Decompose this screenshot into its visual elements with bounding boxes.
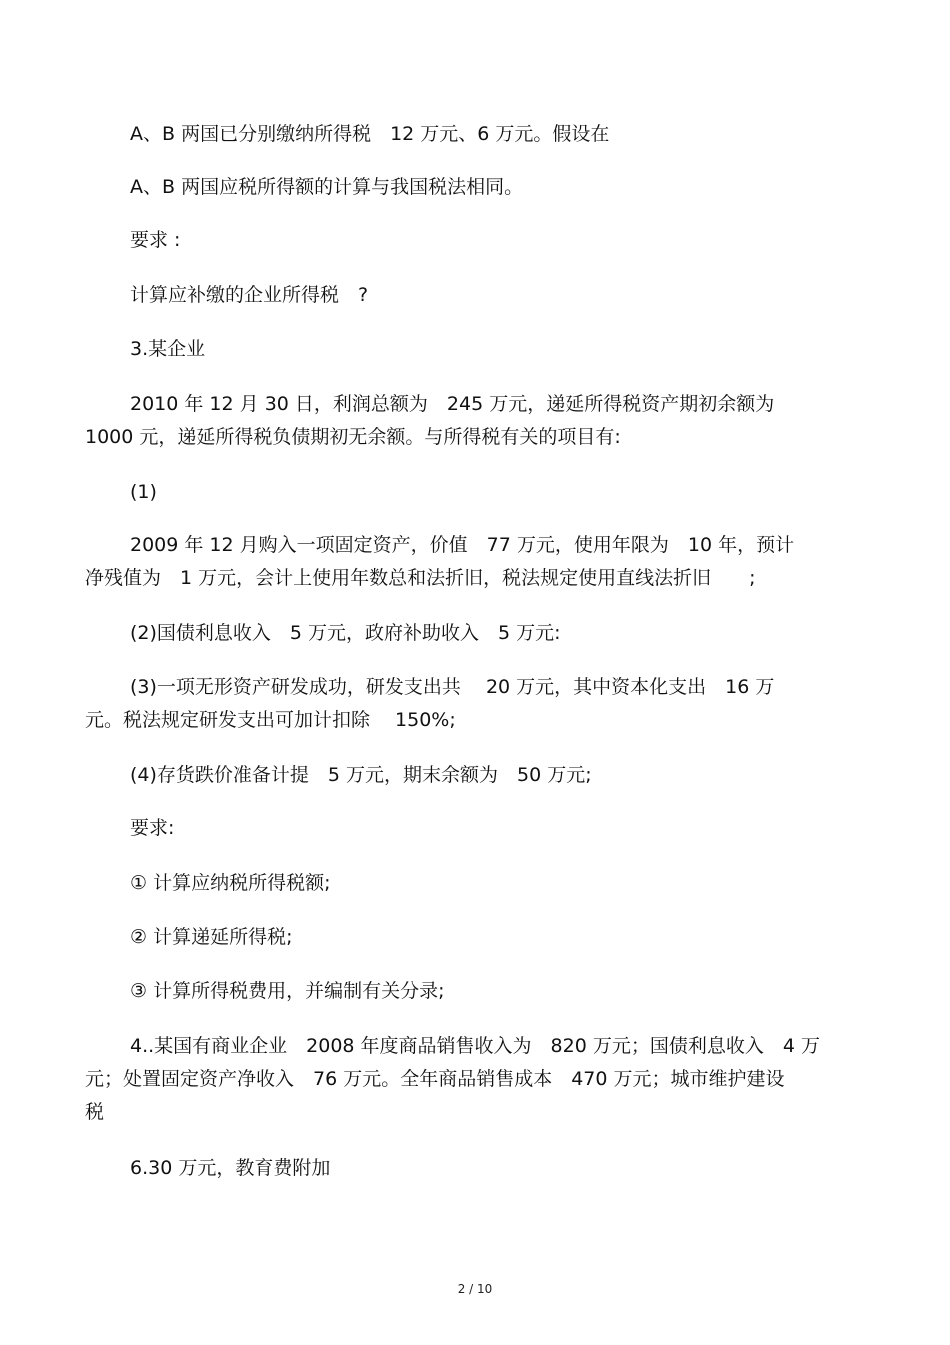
text-line: 计算应补缴的企业所得税 ?	[130, 284, 369, 306]
paragraph-item-1-fixed-asset	[85, 529, 865, 595]
paragraph-requirement-label	[85, 224, 865, 257]
paragraph-problem-3-intro	[85, 388, 865, 454]
text-line: 3.某企业	[130, 338, 206, 360]
paragraph-requirement-2	[85, 921, 865, 954]
paragraph-problem-4	[85, 1030, 865, 1129]
text-line: ① 计算应纳税所得税额;	[130, 872, 331, 894]
text-line: 2009 年 12 月购入一项固定资产，价值 77 万元，使用年限为 10 年，预计	[130, 534, 795, 556]
paragraph-requirement-1	[85, 867, 865, 900]
paragraph-item-4	[85, 759, 865, 792]
text-line: 净残值为 1 万元，会计上使用年数总和法折旧，税法规定使用直线法折旧 ;	[85, 567, 756, 589]
text-line: 要求:	[130, 817, 175, 839]
paragraph-problem-3-heading	[85, 333, 865, 366]
text-line: A、B 两国应税所得额的计算与我国税法相同。	[130, 176, 524, 198]
text-line: A、B 两国已分别缴纳所得税 12 万元、6 万元。假设在	[130, 123, 610, 145]
text-line: 元；处置固定资产净收入 76 万元。全年商品销售成本 470 万元；城市维护建设	[85, 1068, 785, 1090]
text-line: 1000 元，递延所得税负债期初无余额。与所得税有关的项目有:	[85, 426, 621, 448]
paragraph-item-3	[85, 671, 865, 737]
text-line: (4)存货跌价准备计提 5 万元，期末余额为 50 万元;	[130, 764, 592, 786]
text-line: (1)	[130, 481, 157, 503]
paragraph-tax-paid	[85, 118, 865, 151]
text-line: 6.30 万元，教育费附加	[130, 1157, 331, 1179]
paragraph-taxable-income	[85, 171, 865, 204]
paragraph-item-2	[85, 617, 865, 650]
paragraph-requirement-3	[85, 975, 865, 1008]
text-line: 2010 年 12 月 30 日，利润总额为 245 万元，递延所得税资产期初余额为	[130, 393, 775, 415]
text-line: (2)国债利息收入 5 万元，政府补助收入 5 万元:	[130, 622, 561, 644]
text-line: ③ 计算所得税费用，并编制有关分录;	[130, 980, 445, 1002]
page-number: 2 / 10	[457, 1282, 493, 1296]
text-line: 4..某国有商业企业 2008 年度商品销售收入为 820 万元；国债利息收入 4 万	[130, 1035, 820, 1057]
paragraph-question	[85, 279, 865, 312]
text-line: 元。税法规定研发支出可加计扣除 150%;	[85, 709, 456, 731]
paragraph-requirement-label-2	[85, 812, 865, 845]
text-line: ② 计算递延所得税;	[130, 926, 293, 948]
text-line: 税	[85, 1101, 105, 1123]
text-line: 要求 :	[130, 229, 181, 251]
text-line: (3)一项无形资产研发成功，研发支出共 20 万元，其中资本化支出 16 万	[130, 676, 775, 698]
paragraph-education-surcharge	[85, 1152, 865, 1185]
paragraph-item-1-label	[85, 476, 865, 509]
